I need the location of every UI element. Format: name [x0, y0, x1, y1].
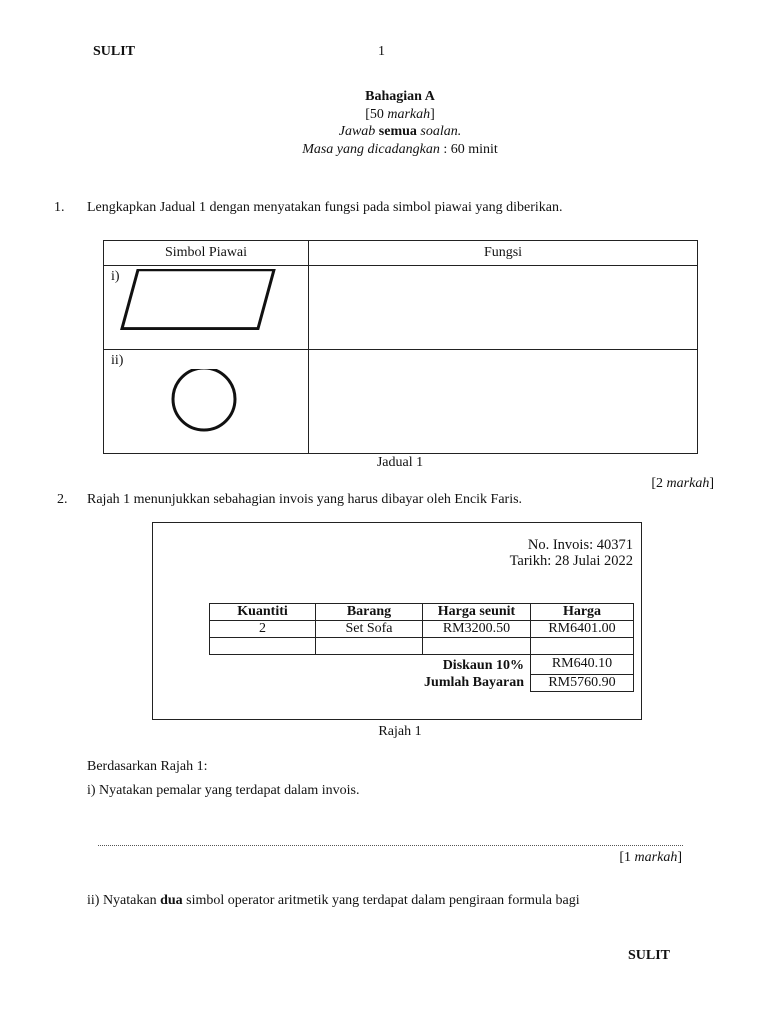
- header-simbol: Simbol Piawai: [104, 241, 309, 266]
- col-barang: Barang: [316, 604, 423, 621]
- empty-cell: [423, 638, 531, 655]
- parallelogram-symbol-icon: [104, 269, 308, 331]
- fungsi-answer-cell-1[interactable]: [309, 266, 698, 350]
- q2-part-i: i) Nyatakan pemalar yang terdapat dalam invois.: [87, 783, 360, 798]
- section-marks: [50 markah]: [365, 106, 435, 122]
- invoice-table: [209, 603, 634, 692]
- rajah-caption: Rajah 1: [378, 724, 422, 739]
- q2-number: 2.: [57, 492, 68, 507]
- based-on-text: Berdasarkan Rajah 1:: [87, 759, 208, 774]
- invoice-number: No. Invois: 40371: [527, 537, 633, 553]
- row-label-2: ii): [111, 353, 124, 368]
- q1-marks: [2 markah]: [651, 476, 714, 491]
- col-harga-seunit: Harga seunit: [423, 604, 531, 621]
- cell-barang: Set Sofa: [316, 621, 423, 638]
- q1-number: 1.: [54, 200, 65, 215]
- empty-cell: [531, 638, 634, 655]
- header-fungsi: Fungsi: [309, 241, 698, 266]
- section-title: Bahagian A: [365, 89, 435, 104]
- cell-kuantiti: 2: [210, 621, 316, 638]
- discount-label: Diskaun 10%: [442, 658, 524, 673]
- q1-text: Lengkapkan Jadual 1 dengan menyatakan fungsi pada simbol piawai yang diberikan.: [87, 200, 563, 215]
- table-row-empty: [210, 638, 634, 655]
- discount-row: [210, 655, 634, 675]
- total-row: [210, 674, 634, 691]
- circle-symbol-icon: [104, 369, 308, 449]
- symbol-cell-2: [104, 350, 309, 454]
- footer-confidential: SULIT: [628, 948, 671, 963]
- answer-line[interactable]: [98, 845, 683, 846]
- section-time: Masa yang dicadangkan : 60 minit: [302, 141, 498, 157]
- cell-harga-seunit: RM3200.50: [423, 621, 531, 638]
- invoice-date: Tarikh: 28 Julai 2022: [509, 553, 633, 569]
- symbol-cell-1: [104, 266, 309, 350]
- q2i-marks: [1 markah]: [619, 850, 682, 865]
- col-harga: Harga: [531, 604, 634, 621]
- fungsi-answer-cell-2[interactable]: [309, 350, 698, 454]
- jadual-caption: Jadual 1: [376, 455, 424, 470]
- empty-cell: [210, 638, 316, 655]
- total-value: RM5760.90: [531, 674, 634, 691]
- discount-value: RM640.10: [531, 655, 634, 675]
- section-header: [0, 88, 768, 158]
- empty-cell: [316, 638, 423, 655]
- jadual-1: [103, 240, 698, 454]
- page-number: 1: [378, 44, 385, 59]
- table-row: [210, 621, 634, 638]
- total-label: Jumlah Bayaran: [424, 674, 524, 690]
- header-confidential: SULIT: [93, 44, 136, 59]
- q2-part-ii: ii) Nyatakan dua simbol operator aritmetik yang terdapat dalam pengiraan formula bagi: [87, 893, 580, 908]
- cell-harga: RM6401.00: [531, 621, 634, 638]
- row-label-1: i): [111, 269, 120, 284]
- col-kuantiti: Kuantiti: [210, 604, 316, 621]
- section-instruction: Jawab semua soalan.: [338, 124, 462, 139]
- q2-text: Rajah 1 menunjukkan sebahagian invois yang harus dibayar oleh Encik Faris.: [87, 492, 523, 507]
